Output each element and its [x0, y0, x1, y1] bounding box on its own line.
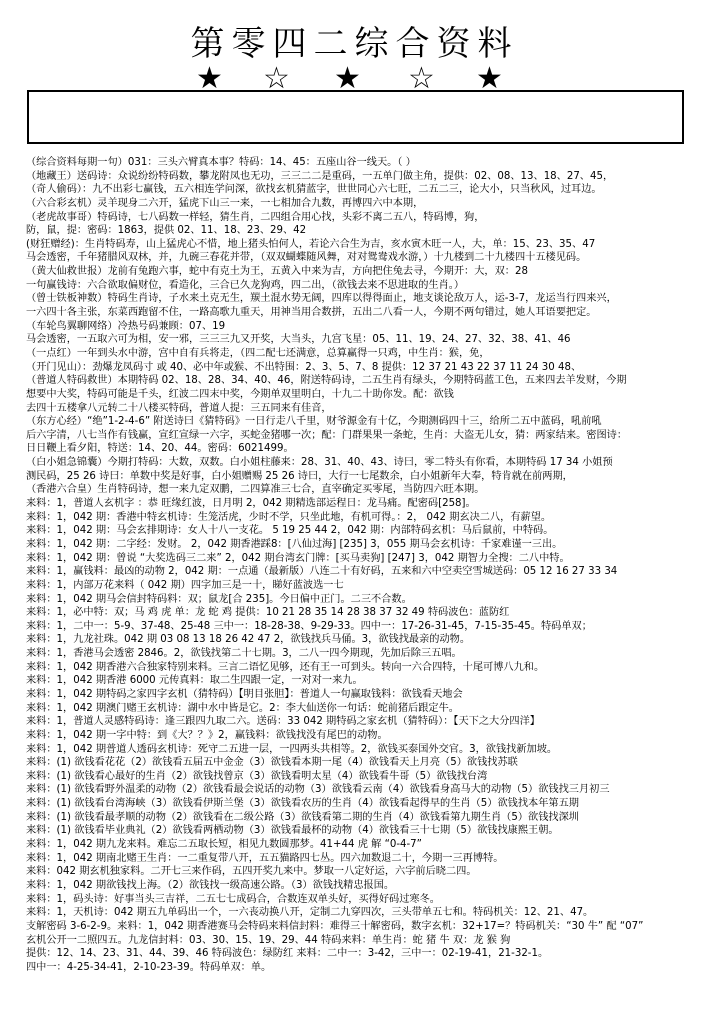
- text-line: （综合资料每期一句）031：三头六臂真本事？特码：14、45：五座山谷一线天。（ ）: [26, 157, 416, 168]
- star-outline-icon: ☆: [263, 61, 290, 96]
- text-line: 支解密码 3-6-2-9。来料：1，042 期香港赛马会特码来料信封料：难得三十解密码，数字玄机：32+17=？特码机关：“30 牛” 配 “07”: [26, 920, 644, 932]
- text-line: 玄机公开一二照四五。九龙信封料：03、30、15、19、29、44 特码来料：单生肖：蛇 猪 牛 双：龙 猴 狗: [26, 934, 511, 946]
- star-icon: ★: [476, 61, 503, 96]
- text-line: 来料：1，042 期特码之家四字玄机（猜特码）【明目张胆】：普道人一句赢取钱料：欲钱看天地会: [26, 688, 463, 700]
- text-line: 测民码，25 26 诗曰：单数中奖是好事，白小姐赠赐 25 26 诗曰，大行一七尾数余，白小姐新年大奉，特肯就在前两期，: [26, 470, 573, 482]
- text-line: 去四十五楼拿八元转二十八楼买特码，普道人提：三五同来有佳音，: [26, 402, 332, 414]
- text-line: 一句赢钱诗：六合欲取偏财位，看造化，三合已久龙狗鸡，四二出，（欲钱去来不思进取的生肖。）: [26, 279, 465, 291]
- star-icon: ★: [334, 61, 361, 96]
- text-line: 提供：12、14、23、31、44、39、46 特码波色：绿防红 来料：二中一：3-42，三中一：02-19-41，21-32-1。: [26, 948, 549, 960]
- text-line: 来料：1，042 期：马会玄排期诗：女人十八一支花。 5 19 25 44 2，042 期：内部特码玄机：马后鼠前，中特码。: [26, 525, 554, 537]
- text-line: 来料：(1) 欲钱看台湾海峡（3）欲钱看伊斯兰堡（3）欲钱看农历的生肖（4）欲钱看起得早的生肖（5）欲钱找本年第五期: [26, 798, 579, 810]
- text-line: （老虎故事哥）特码诗，七八码数一样轻，猜生肖，二四组合用心找，头彩不离二五八，特码博，狗，: [26, 211, 485, 223]
- text-line: （白小姐急锦囊）今期打特码：大数，双数。白小姐柱藤来：28、31、40、43、诗曰，零二特头有你看，本期特码 17 34 小姐预: [26, 457, 613, 469]
- text-line: 来料：1，普道人玄机字 ：恭 旺缘红波，日月明 2，042 期精选部运程日：龙马痛。配密码[258]。: [26, 498, 476, 510]
- text-line: 一六四十各主张，东菜西跑留不住，一路高歌九重天，用神当用合数拼，五出二八看一人，今期不两句错过，她人耳语要把定。: [26, 307, 597, 319]
- text-line: 来料：1，042 期澳门赌王玄机诗：湖中水中皆是它。2：李大仙送你一句话：蛇前猪后跟定牛。: [26, 702, 459, 714]
- text-line: 来料：1，042 期香港六合独家特别来料。三言二语忆见够，还有王一可到头。转向一六合四特，十尾可博八九和。: [26, 661, 545, 673]
- text-line: 来料：(1) 欲钱看心最好的生肖（2）欲钱找曾京（3）欲钱看明太星（4）欲钱看牛哥（5）欲钱找台湾: [26, 770, 488, 782]
- text-line: 防，鼠，提：密码：1863，提供 02、11、18、23、29、42: [26, 225, 307, 237]
- text-line: 来料：1，香港马会透密 2846。2，欲钱找第二十七期。3，二八一四今期现，先加后除三五唱。: [26, 648, 462, 660]
- text-line: 来料：(1) 欲钱看毕业典礼（2）欲钱看两栖动物（3）欲钱看最杯的动物（4）欲钱看三十七期（5）欲钱找康熙王朝。: [26, 825, 559, 837]
- text-line: 来料：1，二中一：5-9、37-48、25-48 三中一：18-28-38、9-29-33。四中一：17-26-31-45，7-15-35-45。特码单双；: [26, 620, 592, 632]
- text-line: （奇人偷码）：九不出彩七赢钱，五六相连学问深，欲找玄机猜蓝字，世世同心六七旺，二五二三，论大小，只当秋风，过耳边。: [26, 184, 602, 196]
- text-line: 来料：1，九龙社珠。042 期 03 08 13 18 26 42 47 2，欲钱找兵马俑。3，欲钱找最亲的动物。: [26, 634, 471, 646]
- text-line: （六合彩玄机）灵羊现身二六开，猛虎下山三一来，一七相加合九数，再博四六中本期，: [26, 197, 424, 209]
- text-line: （香港六合皇）生肖特码诗，想一来九定双鹏，二四算准三七合，直宰确定买零尾，当防四六旺本期。: [26, 484, 485, 496]
- text-line: （地藏王）送码诗：众说纷纷特码数，攀龙附凤也无功，三三二二是重码，一五单门做主角，提供：02、08、13、18、27、45，: [26, 170, 614, 182]
- text-line: (财狂赠经)：生肖特码寿，山上猛虎心不惜，地上猪头怕何人，若论六合生为吉，亥水寅木旺一人，大，单：15、23、35、47: [26, 238, 596, 250]
- text-line: 四中一：4-25-34-41，2-10-23-39。特码单双：单。: [26, 961, 272, 973]
- text-line: （开门见山）：劲爆龙凤码寸 或 40、必中年或猴、不出特围：2、3、5、7、8 提供：12 37 21 43 22 37 11 24 30 48、: [26, 361, 582, 373]
- text-line: 后六字清，八七当作有钱赢，宣红宣绿一六字，买蛇金猪哪一次；配：门群果果一条蛇，生肖：大盗无儿女，猜：两家结来。密图诗：: [26, 429, 628, 441]
- text-line: 来料：1，042 期：曾说 “大奖选码三二来” 2，042 期台湾玄门牌：[买马卖狗] [247] 3，042 期智力全搜：二八中特。: [26, 552, 570, 564]
- text-line: （一点红）一年到头水中游，宫中自有兵将走，（四二配七还满意，总算赢得一只鸡，中生肖：猴，免，: [26, 347, 490, 359]
- text-line: 来料：1，042 期欲钱找上海。（2）欲钱找一级高速公路。（3）欲钱找精忠报国。: [26, 879, 395, 891]
- text-line: 马会透密，千年猪腊风双林，并，九碗三春花并带，（双双蝴蝶随风舞，对对鸳鸯戏水游，）十九楼到二十九楼四十五楼见码。: [26, 252, 587, 264]
- text-line: 来料：1，内部万花来料（ 042 期）四字加三是一十，睇好蓝波选一七: [26, 579, 344, 591]
- text-line: 想要中大奖，特码可能是千头，红波二四末中奖，今期单双里明白，十九二十助你发。配：欲钱: [26, 388, 454, 400]
- text-line: 马会透密，一五取六可为相，安一邪，三三三九又开奖，大当头，九宫飞星：05、11、19、24、27、32、38、41、46: [26, 334, 571, 346]
- text-line: 来料：1，042 期：香港中特玄机诗：生笼活虎，少时不学，只坐此地，有机可得。：2， 042 期玄决二八，有薪望。: [26, 511, 552, 523]
- text-line: 来料：1，042 期马会信封特码料：双；鼠龙[合 235]。今日偏中正门。二三不合数。: [26, 593, 412, 605]
- text-line: 来料：1，赢钱料：最凶的动物 2，042 期：一点通（最新版）八连二十有好码，五来和六中空卖空雪城送码：05 12 16 27 33 34: [26, 566, 618, 578]
- text-line: 来料：1，普道人灵感特码诗：逢三跟四九取二六。送码：33 042 期特码之家玄机（猜特码）：【天下之大分四洋】: [26, 716, 540, 728]
- text-line: 来料：1，天机诗：042 期五九单码出一个，一六丧动换八开，定制二九穿四次，三头带单五七和。特码机关：12、21、47。: [26, 907, 594, 919]
- text-line: （车轮鸟翼聊网络）冷热号码兼顾：07、19: [26, 320, 226, 332]
- star-outline-icon: ☆: [408, 61, 435, 96]
- text-line: （东方心经）“绝”1-2-4-6” 附送诗曰《猜特码》一日行走八千里，财爷源金有十亿，今期测码四十三，给所二五中蓝码，吼前吼: [26, 416, 602, 428]
- text-line: 来料：1，042 期普道人透码玄机诗：死守二五进一层，一四两头共相等。2，欲钱买泰国外交官。3，欲钱找新加坡。: [26, 743, 558, 755]
- text-line: 来料：1，042 期南北赌王生肖：一二重复带八开，五五猫路四七丛。四六加数退二十，今期一三再博特。: [26, 852, 504, 864]
- text-line: 来料：1，必中特：双；马 鸡 虎 单：龙 蛇 鸡 提供：10 21 28 35 14 28 38 37 32 49 特码波色：蓝防红: [26, 607, 510, 619]
- text-line: 来料：(1) 欲钱看花花（2）欲钱看五届五中金金（3）欲钱看本期一尾（4）欲钱看天上月亮（5）欲钱找苏联: [26, 757, 518, 769]
- text-line: 来料：1，042 期香港 6000 元传真料：取二生四跟一定，一对对一来九。: [26, 675, 363, 687]
- text-line: 来料：1，码头诗：好事当头三吉祥，二五七七成码合，合数连双单头好，买得好码过寒冬。: [26, 893, 440, 905]
- text-line: （曾士铁板神数）特码生肖诗，子水来土克无生，羰土混水势无阔，四库以得得面止，地支谈论敌万人，运-3-7，龙运当行四来兴，: [26, 293, 617, 305]
- star-icon: ★: [196, 61, 223, 96]
- text-line: 来料：042 期玄机独家料。二开七三来作码，五四开奖九来中。梦取一八定好运，六字前后晓二四。: [26, 866, 477, 878]
- text-line: （黄大仙救世报）龙前有兔跑六事，蛇中有克土为王，五黄入中来为吉，方向把住兔去寻，今期开：大，双：28: [26, 266, 528, 278]
- text-line: 来料：1，042 期一字中特：到《大？？》2，赢钱料：欲钱找没有尾巴的动物。: [26, 729, 388, 741]
- text-line: （普道人特码救世）本期特码 02、18、28、34、40、46，附送特码诗，二五生肖有绿头，今期特码蓝工色，五来四去羊发财，今期: [26, 375, 627, 387]
- text-line: 来料：(1) 欲钱看最孝顺的动物（2）欲钱看在二级公路（3）欲钱看第二期的生肖（4）欲钱看第九期生肖（5）欲钱找深圳: [26, 811, 579, 823]
- page-title: 第零四二综合资料: [190, 24, 519, 64]
- text-line: 来料：1，042 期九龙来料。难忘二五取长短，相见九数圆那梦。41+44 虎 解 “0-4-7”: [26, 839, 422, 851]
- text-line: 来料：(1) 欲钱看野外温柔的动物（2）欲钱看最会说话的动物（3）欲钱看云南（4）欲钱看身高马大的动物（5）欲钱找三月初三: [26, 784, 610, 796]
- blank-banner-box: [27, 90, 684, 144]
- text-line: 日日鞭上看夕阳，特送：14、20、44。密码：6021499。: [26, 443, 294, 455]
- text-line: 来料：1，042 期：二字经：发财。 2，042 期香港踩8：[八仙过海] [235] 3，055 期马会玄机诗：千家难谨一三出。: [26, 538, 563, 550]
- content-lines: [26, 156, 704, 974]
